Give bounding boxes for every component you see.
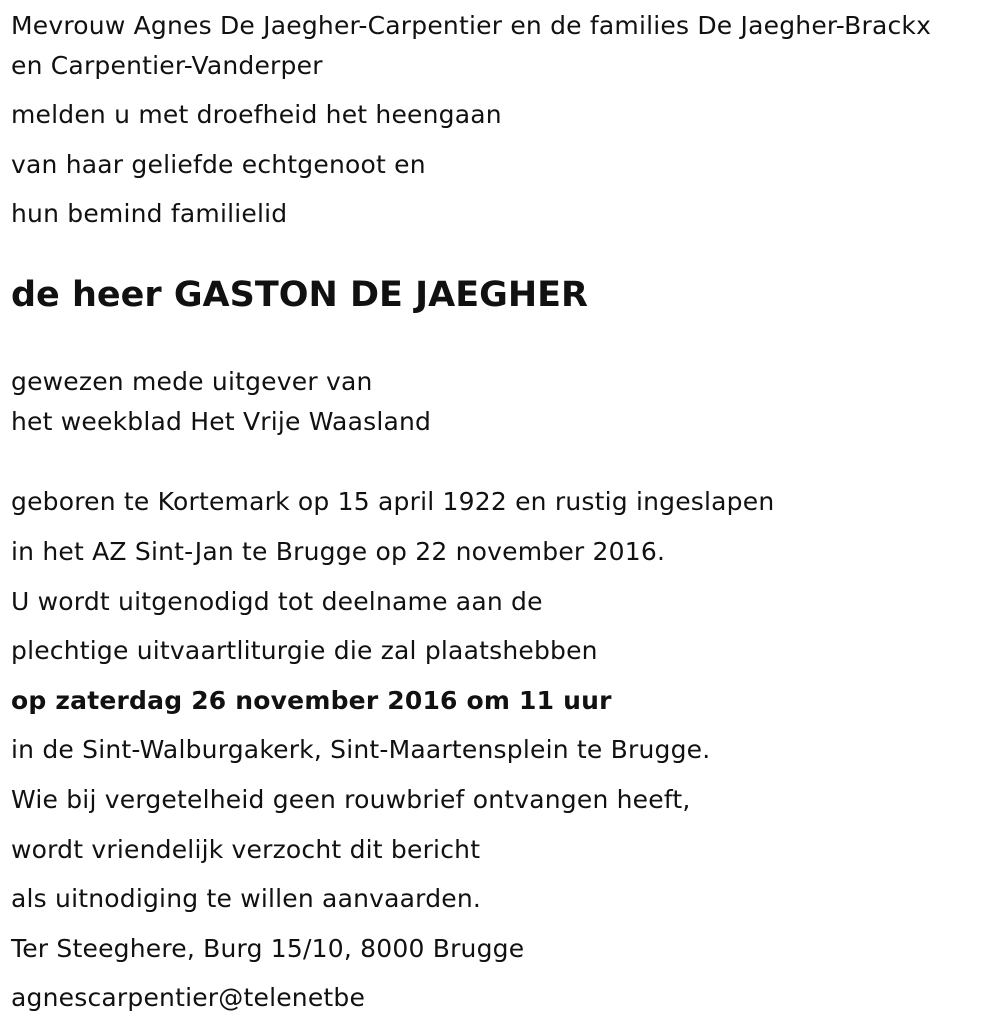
role-line-1: gewezen mede uitgever van <box>11 367 373 396</box>
birth-line: geboren te Kortemark op 15 april 1922 en rustig ingeslapen <box>11 487 775 516</box>
note-line-2: wordt vriendelijk verzocht dit bericht <box>11 835 481 864</box>
role-line-2: het weekblad Het Vrije Waasland <box>11 407 432 436</box>
funeral-datetime: op zaterdag 26 november 2016 om 11 uur <box>11 686 612 715</box>
note-line-3: als uitnodiging te willen aanvaarden. <box>11 884 482 913</box>
invite-line-2: plechtige uitvaartliturgie die zal plaatshebben <box>11 636 598 665</box>
contact-address: Ter Steeghere, Burg 15/10, 8000 Brugge <box>11 934 525 963</box>
invite-line-1: U wordt uitgenodigd tot deelname aan de <box>11 587 543 616</box>
intro-line-4: van haar geliefde echtgenoot en <box>11 150 426 179</box>
death-line: in het AZ Sint-Jan te Brugge op 22 november 2016. <box>11 537 666 566</box>
intro-line-5: hun bemind familielid <box>11 199 288 228</box>
deceased-name: de heer GASTON DE JAEGHER <box>11 275 588 315</box>
intro-line-2: en Carpentier-Vanderper <box>11 51 323 80</box>
contact-email: agnescarpentier@telenetbe <box>11 983 366 1012</box>
funeral-location: in de Sint-Walburgakerk, Sint-Maartensplein te Brugge. <box>11 735 711 764</box>
note-line-1: Wie bij vergetelheid geen rouwbrief ontvangen heeft, <box>11 785 691 814</box>
intro-line-3: melden u met droefheid het heengaan <box>11 100 502 129</box>
intro-line-1: Mevrouw Agnes De Jaegher-Carpentier en de families De Jaegher-Brackx <box>11 11 932 40</box>
